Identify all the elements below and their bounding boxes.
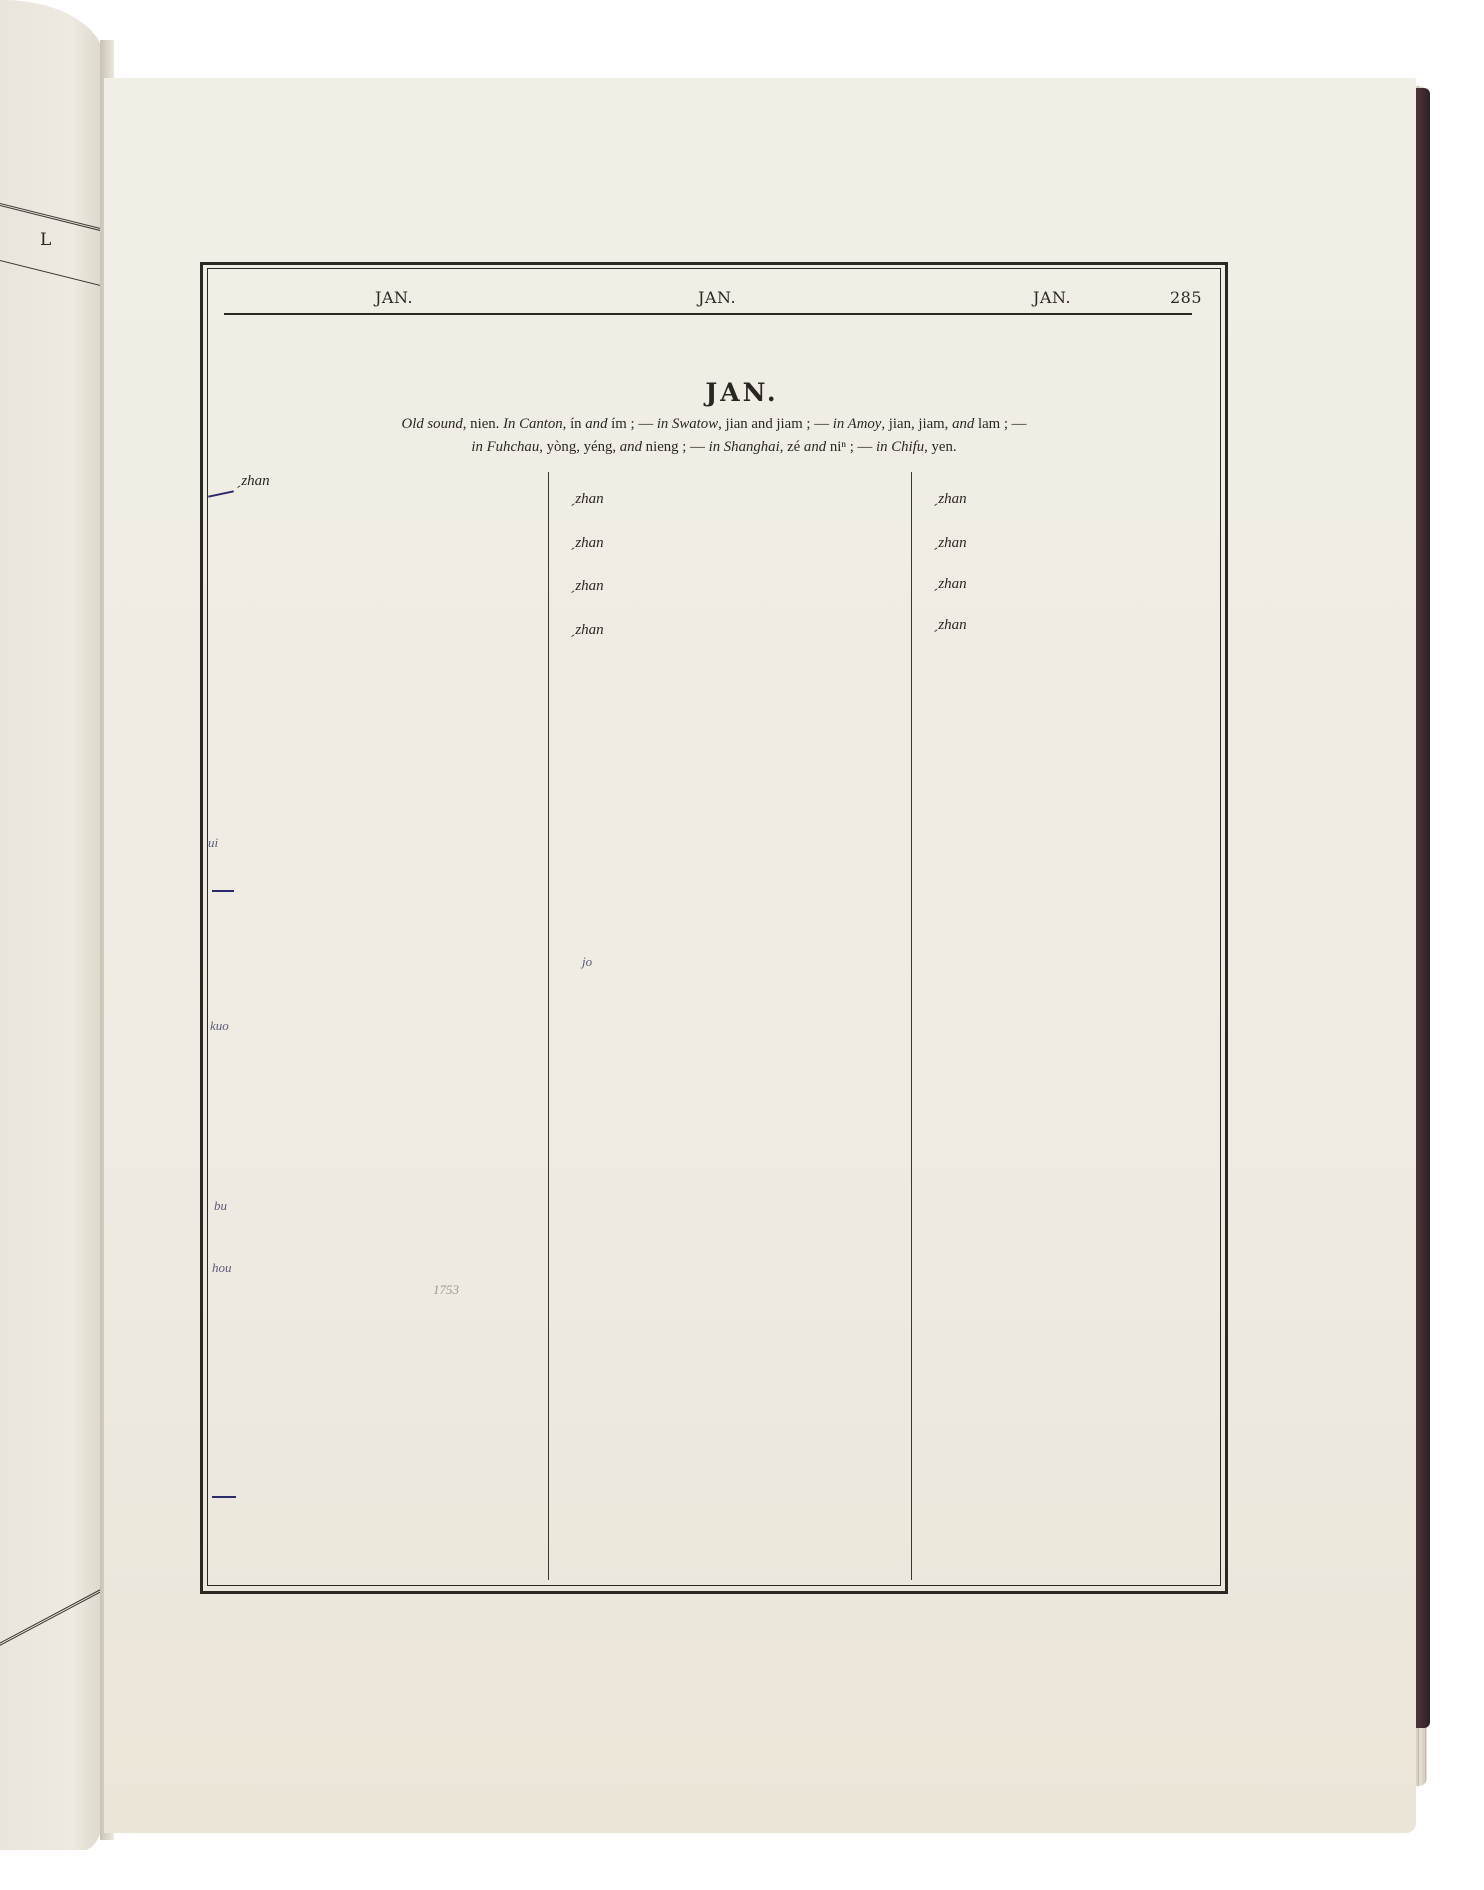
left-page-head-rule [0, 255, 104, 290]
pencil-annotation: kuo [210, 1018, 229, 1033]
head-character [921, 534, 979, 554]
romanization: ˏzhan [570, 621, 604, 638]
left-page-heading: L [40, 230, 52, 250]
sound-fragment: , zé [779, 439, 804, 455]
page-frame-inner [207, 268, 1221, 1586]
entry-ran-cheek [921, 490, 1203, 510]
head-character [224, 472, 282, 492]
sound-fragment: lam ; — [974, 416, 1027, 432]
head-character [558, 577, 616, 597]
romanization: ˏzhan [933, 534, 967, 551]
left-page-fragment [0, 0, 104, 1850]
page-number: 285 [1170, 288, 1203, 307]
sound-fragment: and [585, 416, 608, 432]
romanization: ˏzhan [570, 578, 604, 595]
entry-ran-fire [558, 490, 904, 510]
sound-fragment: , yen. [924, 439, 957, 455]
column-1 [224, 472, 542, 498]
sounds-line-2 [214, 439, 1214, 456]
entry-ran [224, 472, 542, 492]
running-head-left: JAN. [375, 288, 414, 307]
sound-fragment: in Amoy [832, 416, 882, 432]
sounds-line-1 [214, 416, 1214, 433]
left-page-bottom-rule [0, 1587, 104, 1651]
entry-title: JAN. [705, 378, 779, 407]
running-head-right: JAN. [1033, 288, 1072, 307]
sound-fragment: in Fuhchau [471, 439, 540, 455]
entry-ran-caterpillar [921, 616, 1203, 636]
sound-fragment: and [952, 416, 975, 432]
column-separator-1 [548, 472, 549, 1580]
entry-ran-serpent [921, 534, 1203, 554]
entry-ran-whiskers [558, 621, 904, 641]
head-character [558, 490, 616, 510]
sound-fragment: , jian and jiam ; — [718, 416, 833, 432]
pencil-annotation: 1753 [433, 1282, 459, 1297]
sound-fragment: Old sound [401, 416, 463, 432]
sound-fragment: in Chifu [876, 439, 925, 455]
romanization: ˏzhan [570, 534, 604, 551]
sound-fragment: , nien. [462, 416, 504, 432]
column-separator-2 [911, 472, 912, 1580]
head-character [558, 534, 616, 554]
pencil-annotation: ui [208, 835, 219, 850]
romanization: ˏzhan [933, 491, 967, 507]
entry-body [616, 490, 904, 493]
romanization: ˏzhan [570, 491, 604, 507]
sound-fragment: niⁿ ; — [826, 439, 876, 455]
sound-fragment: , ín [562, 416, 586, 432]
left-page-top-rule [0, 198, 104, 235]
sound-fragment: In Canton [503, 416, 563, 432]
sound-fragment: nieng ; — [641, 439, 709, 455]
pencil-annotation: bu [214, 1198, 227, 1213]
sound-fragment: in Swatow [656, 416, 719, 432]
entry-ran-hem [921, 575, 1203, 595]
head-character [921, 490, 979, 510]
sound-fragment: , yòng, yéng, [539, 439, 620, 455]
sound-fragment: , jian, jiam, [881, 416, 953, 432]
sound-fragment: and [619, 439, 642, 455]
romanization: ˏzhan [933, 575, 967, 592]
sound-fragment: ím ; — [607, 416, 657, 432]
pencil-annotation: hou [212, 1260, 232, 1275]
head-character [558, 621, 616, 641]
column-2 [558, 472, 904, 646]
romanization: ˏzhan [236, 473, 270, 489]
entry-ran-silk [558, 577, 904, 597]
header-rule [224, 313, 1192, 315]
entry-body [616, 621, 904, 626]
column-3 [921, 472, 1203, 641]
head-character [921, 575, 979, 595]
entry-ran-monkey [558, 534, 904, 554]
ink-mark [212, 890, 234, 892]
sound-fragment: and [803, 439, 827, 455]
ink-mark [212, 1496, 236, 1498]
head-character [921, 616, 979, 636]
romanization: ˏzhan [933, 616, 967, 633]
running-head-center: JAN. [698, 288, 737, 307]
pencil-annotation: jo [582, 954, 593, 969]
sound-fragment: in Shanghai [708, 439, 780, 455]
